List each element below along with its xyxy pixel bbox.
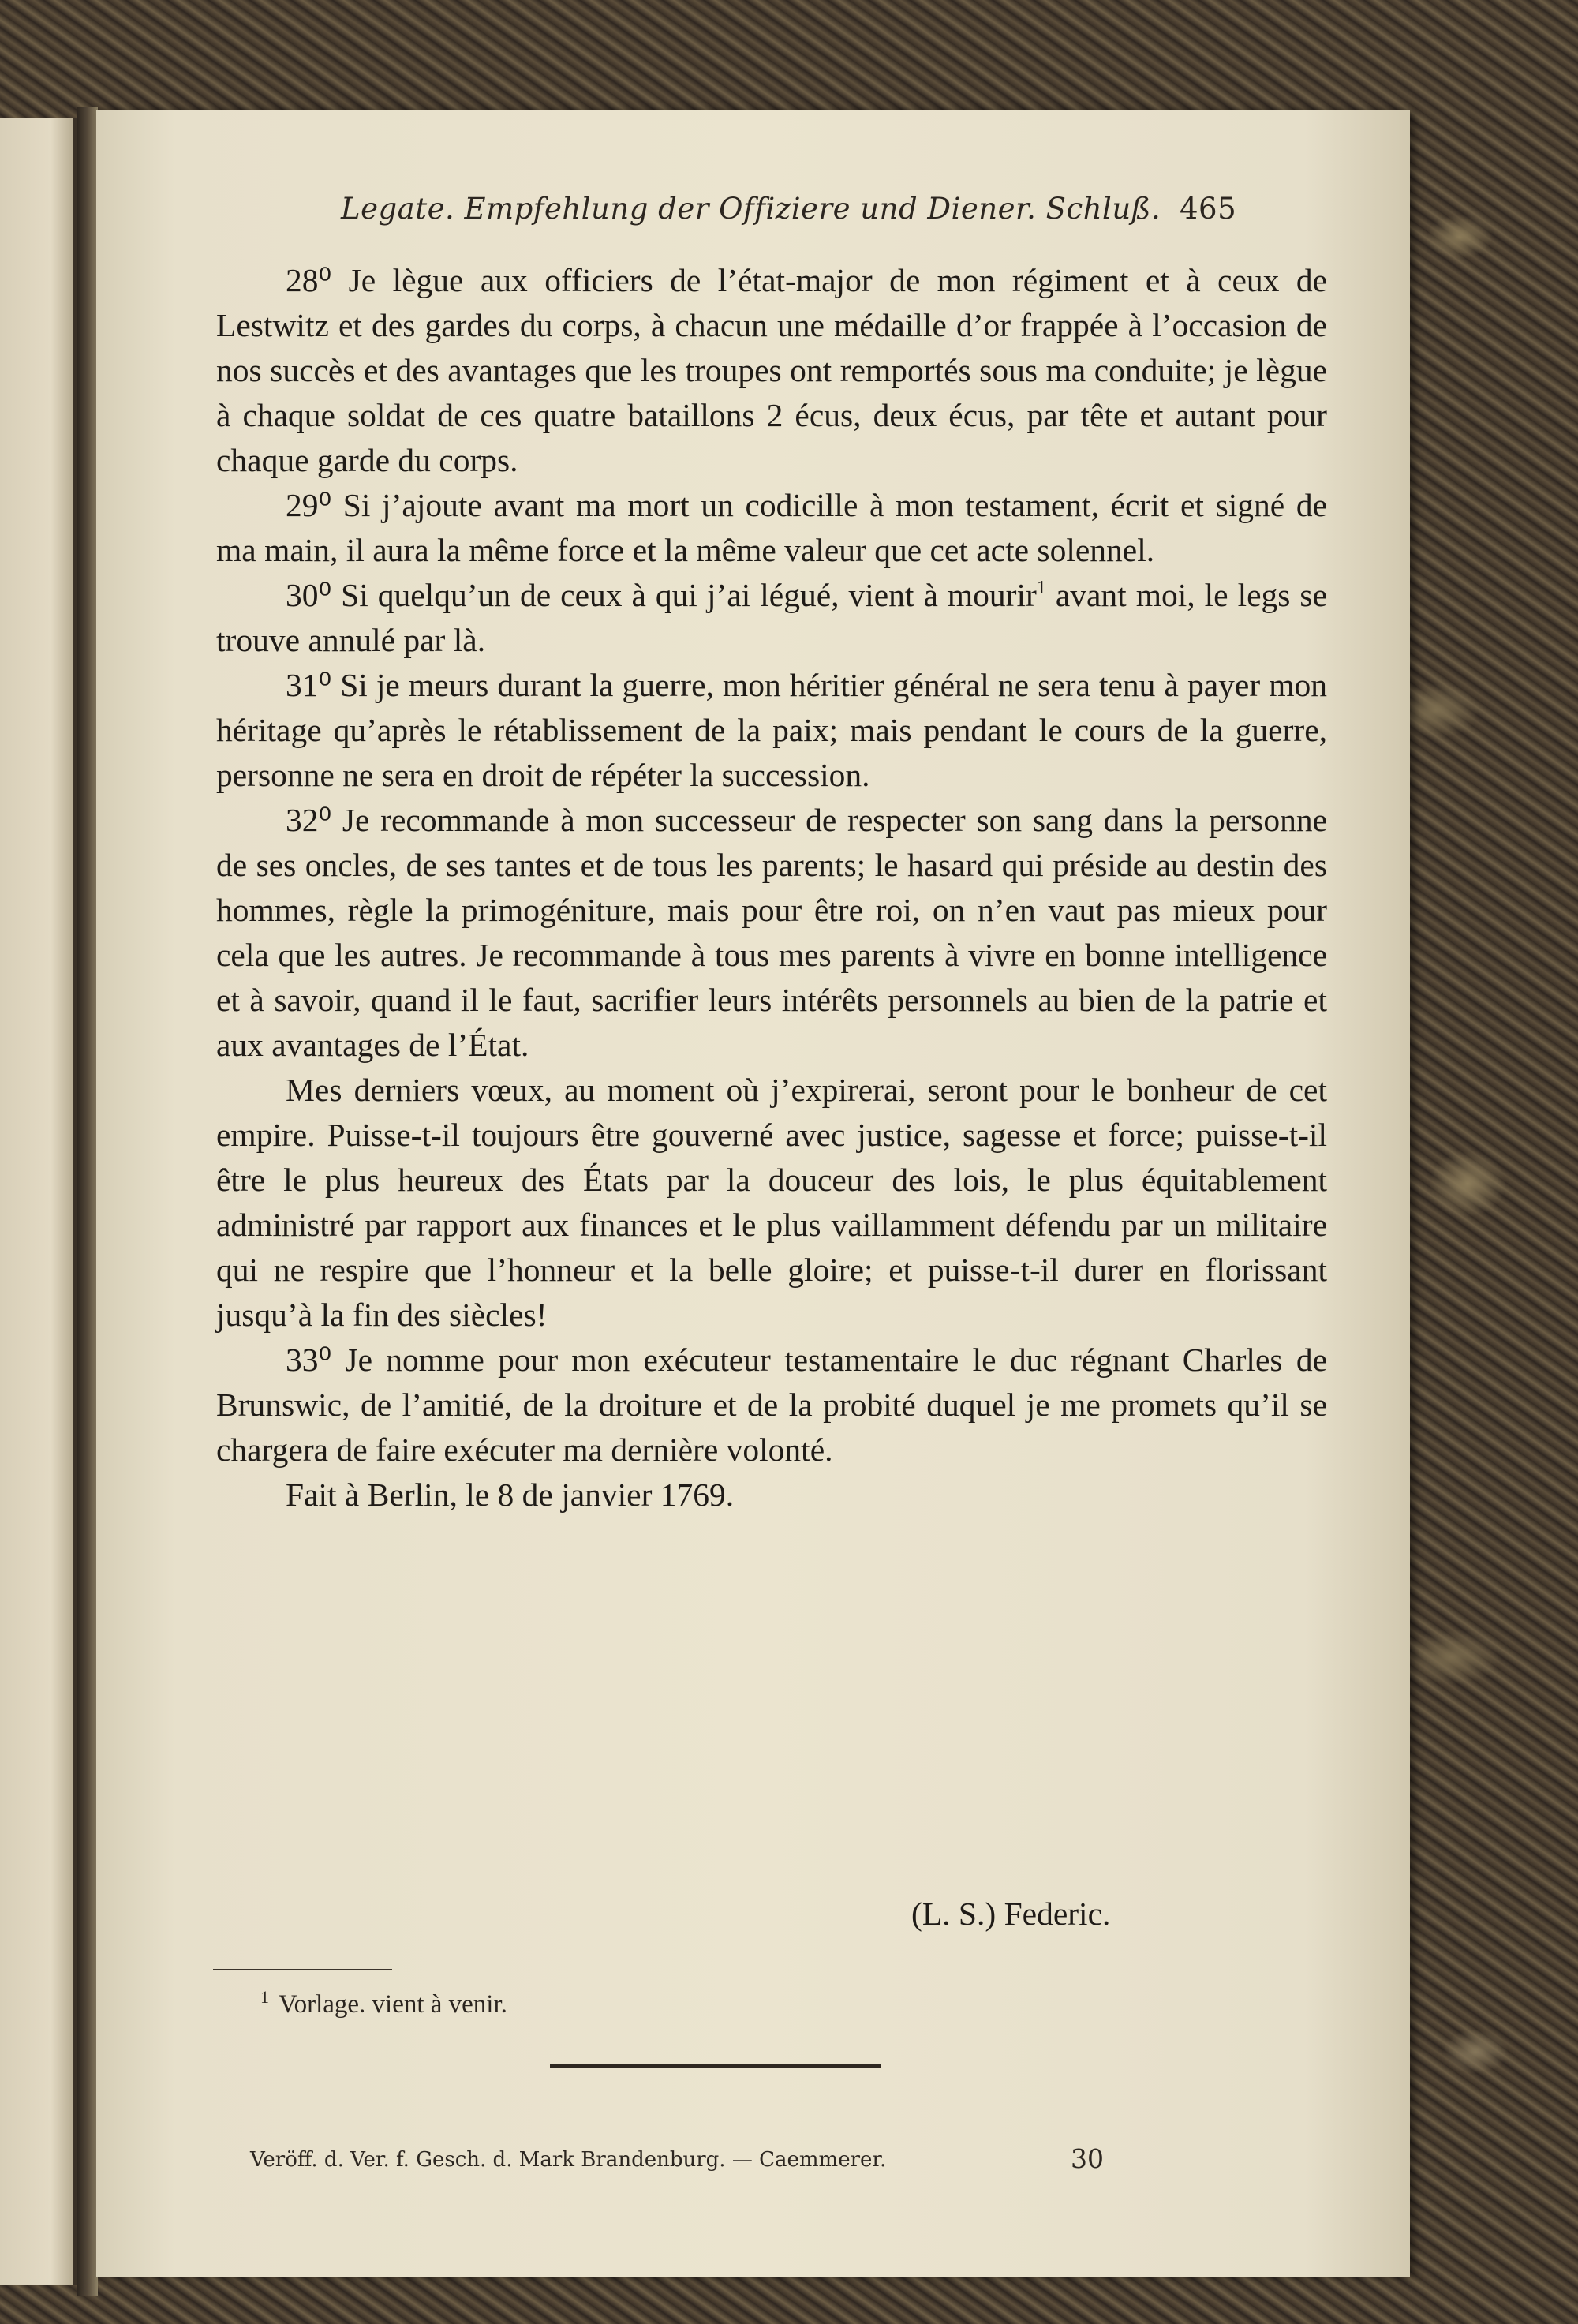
footnote-rule	[213, 1969, 392, 1970]
footnote-marker: 1	[260, 1987, 269, 2007]
footnote	[260, 1987, 507, 2019]
paragraph-30	[216, 573, 1327, 663]
book-gutter	[77, 107, 98, 2296]
signature: (L. S.) Federic.	[911, 1896, 1111, 1932]
footnote-reference: 1	[1036, 578, 1046, 598]
page-header	[96, 192, 1410, 239]
paragraph-30-text: 30⁰ Si quelqu’un de ceux à qui j’ai légué, vient à mourir	[286, 577, 1037, 613]
paragraph-28: 28⁰ Je lègue aux officiers de l’état-major de mon régiment et à ceux de Lestwitz et des gardes du corps, à chacun une médaille d’or frappée à l’occasion de nos succès et des avantages que les troupes ont remportés sous ma conduite; je lègue à chaque soldat de ces quatre bataillons 2 écus, deux écus, par tête et autant pour chaque garde du corps.	[216, 262, 1327, 478]
page-number: 465	[1180, 192, 1237, 226]
paragraph-last-wishes: Mes derniers vœux, au moment où j’expirerai, seront pour le bonheur de cet empire. Puisse-t-il toujours être gouverné avec justice, sagesse et force; puisse-t-il être le plus heureux des États par la douceur des lois, le plus équitablement administré par rapport aux finances et le plus vaillamment défendu par un militaire qui ne respire que l’honneur et la belle gloire; et puisse-t-il durer en florissant jusqu’à la fin des siècles!	[216, 1072, 1327, 1333]
running-head: Legate. Empfehlung der Offiziere und Diener. Schluß.	[341, 192, 1161, 226]
dateline: Fait à Berlin, le 8 de janvier 1769.	[286, 1476, 735, 1513]
paragraph-30-continued: avant moi, le legs se trouve annulé par là.	[216, 577, 1327, 658]
closing-rule	[550, 2064, 881, 2068]
imprint-line	[250, 2143, 1276, 2174]
book-page	[96, 110, 1410, 2277]
left-page-edge	[0, 118, 77, 2285]
imprint-text: Veröff. d. Ver. f. Gesch. d. Mark Brandenburg. — Caemmerer.	[250, 2148, 887, 2172]
signature-number: 30	[1071, 2143, 1104, 2174]
footnote-text: Vorlage. vient à venir.	[279, 1990, 507, 2019]
body-text	[216, 258, 1327, 1518]
paragraph-33: 33⁰ Je nomme pour mon exécuteur testamentaire le duc régnant Charles de Brunswic, de l’amitié, de la droiture et de la probité duquel je me promets qu’il se chargera de faire exécuter ma dernière volonté.	[216, 1342, 1327, 1468]
paragraph-29: 29⁰ Si j’ajoute avant ma mort un codicille à mon testament, écrit et signé de ma main, il aura la même force et la même valeur que cet acte solennel.	[216, 487, 1327, 568]
paragraph-31: 31⁰ Si je meurs durant la guerre, mon héritier général ne sera tenu à payer mon héritage qu’après le rétablissement de la paix; mais pendant le cours de la guerre, personne ne sera en droit de répéter la succession.	[216, 667, 1327, 793]
paragraph-32: 32⁰ Je recommande à mon successeur de respecter son sang dans la personne de ses oncles, de ses tantes et de tous les parents; le hasard qui préside au destin des hommes, règle la primogéniture, mais pour être roi, on n’en vaut pas mieux pour cela que les autres. Je recommande à tous mes parents à vivre en bonne intelligence et à savoir, quand il le faut, sacrifier leurs intérêts personnels au bien de la patrie et aux avantages de l’État.	[216, 802, 1327, 1063]
